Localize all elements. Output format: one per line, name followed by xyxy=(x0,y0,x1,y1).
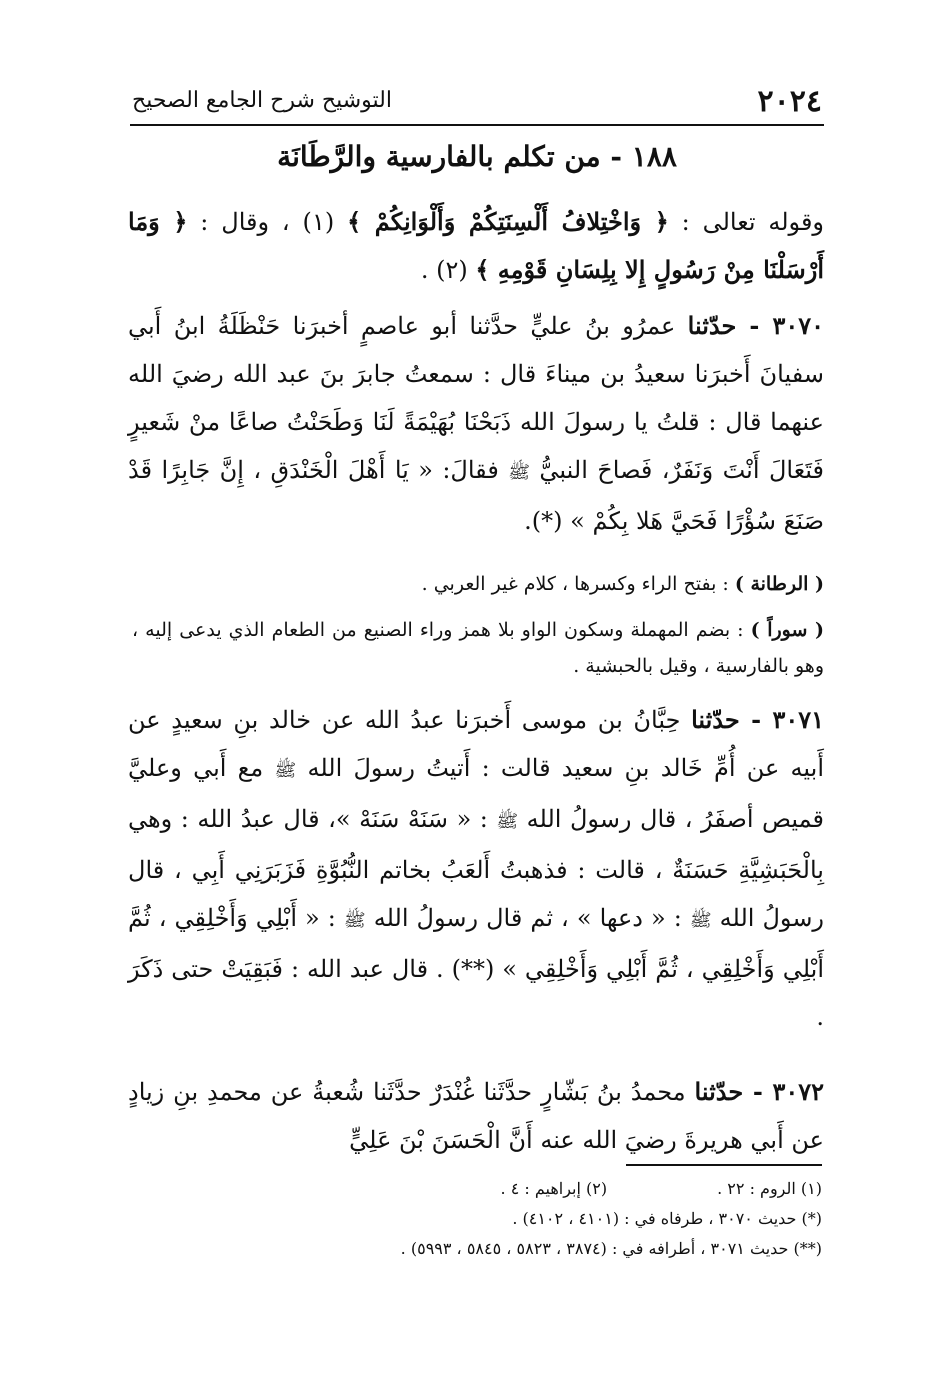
hadith-text: : « دعها » ، ثم قال رسولُ الله xyxy=(365,904,690,932)
gloss-term: ( الرطانة ) xyxy=(734,573,824,595)
salutation-icon: ﷺ xyxy=(274,760,297,781)
chapter-title: ١٨٨ - من تكلم بالفارسية والرَّطَانَة xyxy=(277,140,677,173)
footnote-2: (٢) إبراهيم : ٤ . xyxy=(500,1179,608,1198)
gloss-term: ( سوراً ) xyxy=(750,619,825,641)
running-header xyxy=(132,84,822,124)
gloss-text: : بضم المهملة وسكون الواو بلا همز وراء الصنيع من الطعام الذي يدعى إليه ، وهو بالفارسية ، وقيل بالحبشية . xyxy=(132,619,824,677)
hadith-number: ٣٠٧٢ - حدّثنا xyxy=(694,1077,824,1106)
hadith-text: عمرُو بنُ عليٍّ حدَّثنا أبو عاصمٍ أخبرَنا حَنْظَلَةُ ابنُ أَبي سفيانَ أَخبرَنا سعيدُ بن ميناءَ قال : سمعتُ جابرَ بنَ عبد الله رضيَ الله عنهما قال : قلتُ يا رسولَ الله ذَبَحْنَا بُهَيْمَةً لَنَا وَطَحَنْتُ صاعًا منْ شَعيرٍ فَتَعَالَ أَنْتَ وَنَفَرٌ، فَصاحَ النبيُّ xyxy=(128,312,824,484)
intro-lead: وقوله تعالى : xyxy=(668,208,825,236)
footnotes xyxy=(190,1174,822,1264)
salutation-icon: ﷺ xyxy=(508,462,530,483)
hadith-number: ٣٠٧١ - حدّثنا xyxy=(691,705,824,734)
gloss-sur xyxy=(132,612,824,684)
page-number: ٢٠٢٤ xyxy=(757,84,822,119)
running-title: التوشيح شرح الجامع الصحيح xyxy=(132,88,392,113)
footnote-3: (*) حديث ٣٠٧٠ ، طرفاه في : (٤١٠١ ، ٤١٠٢) . xyxy=(512,1209,822,1228)
footnote-line xyxy=(190,1174,822,1204)
footnote-4: (**) حديث ٣٠٧١ ، أطرافه في : (٣٨٧٤ ، ٥٨٢٣ ، ٥٨٤٥ ، ٥٩٩٣) . xyxy=(400,1239,822,1258)
hadith-3071 xyxy=(128,696,824,1041)
header-divider xyxy=(130,124,824,126)
chapter-intro xyxy=(128,198,824,294)
footnote-divider xyxy=(626,1164,822,1166)
hadith-text-end: فقالَ: « يَا أَهْلَ الْخَنْدَقِ ، إِنَّ جَابِرًا قَدْ صَنَعَ سُؤْرًا فَحَيَّ هَلا بِكُمْ » (*). xyxy=(128,456,824,535)
hadith-3072 xyxy=(128,1068,824,1164)
hadith-3070 xyxy=(128,302,824,545)
quran-verse-2: ﴿ وَمَا أَرْسَلْنَا مِنْ رَسُولٍ إِلا بِلِسَانِ قَوْمِهِ ﴾ xyxy=(128,207,824,284)
quran-verse-1: ﴿ وَاخْتِلافُ أَلْسِنَتِكُمْ وَأَلْوَانِكُمْ ﴾ xyxy=(347,207,669,236)
hadith-text: محمدُ بنُ بَشّارٍ حدَّثَنا غُنْدَرٌ حدَّثَنا شُعبةُ عن محمدِ بنِ زيادٍ عن أَبي هريرةَ رضيَ الله عنه أَنَّ الْحَسَنَ بْنَ عَلِيٍّ xyxy=(128,1078,824,1154)
hadith-text: : « سَنَهْ سَنَهْ »، قال عبدُ الله : وهي بِالْحَبَشِيَّةِ حَسَنَةٌ ، قالت : فذهبتُ أَلعَبُ بخاتم النُّبُوَّةِ فَزَبَرَنِي أَبِي ، قال رسولُ الله xyxy=(128,805,825,932)
hadith-text: : « أَبْلِي وَأَخْلِقِي ، ثُمَّ أَبْلِي وَأَخْلِقِي ، ثُمَّ أَبْلِي وَأَخْلِقِي » (**) . قال عبد الله : فَبَقِيَتْ حتى ذَكَرَ . xyxy=(128,904,824,1031)
footnote-1: (١) الروم : ٢٢ . xyxy=(717,1179,822,1198)
hadith-text: مع أَبي وعليَّ قميص أصفَرُ ، قال رسولُ الله xyxy=(128,754,824,833)
gloss-ratana xyxy=(132,566,824,602)
salutation-icon: ﷺ xyxy=(496,811,519,832)
salutation-icon: ﷺ xyxy=(343,910,366,931)
hadith-number: ٣٠٧٠ - حدّثنا xyxy=(687,311,824,340)
gloss-text: : بفتح الراء وكسرها ، كلام غير العربي . xyxy=(421,573,735,595)
verse-ref-1: (١) xyxy=(289,208,348,236)
hadith-text: حِبَّانُ بن موسى أَخبرَنا عبدُ الله عن خالد بنِ سعيدٍ عن أَبيه عن أُمِّ خَالد بنِ سعيد قالت : أَتيتُ رسولَ الله xyxy=(128,706,824,782)
verse-ref-2: (٢) . xyxy=(420,256,476,284)
intro-mid: ، وقال : xyxy=(187,208,290,236)
salutation-icon: ﷺ xyxy=(689,910,712,931)
